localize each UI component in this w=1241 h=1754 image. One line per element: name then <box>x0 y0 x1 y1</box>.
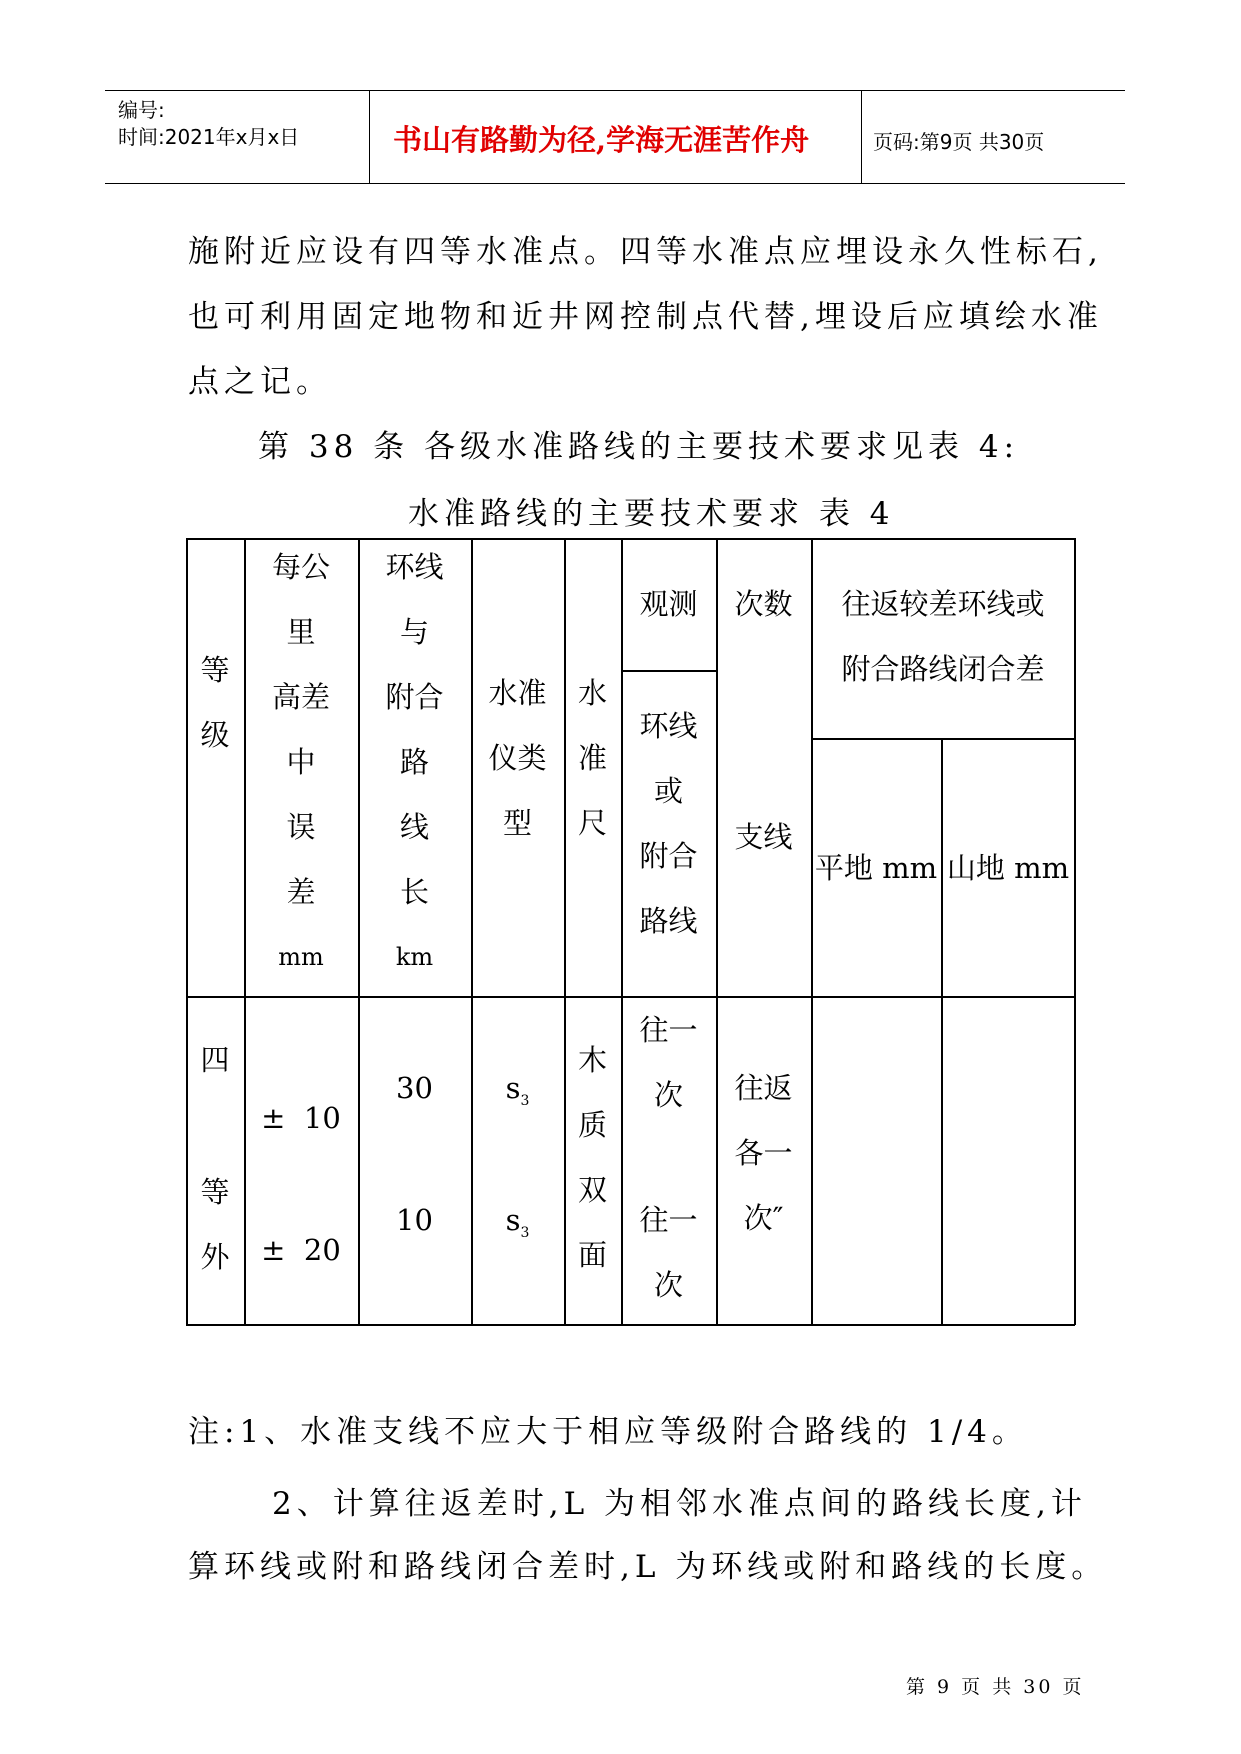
header-staff-char: 尺 <box>577 806 607 840</box>
branch-observations <box>716 1056 811 1251</box>
header-page-info: 页码:第9页 共30页 <box>873 130 1045 154</box>
header-motto: 书山有路勤为径,学海无涯苦作舟 <box>393 123 810 157</box>
header-error-part: mm <box>278 943 324 971</box>
header-instrument-type <box>471 661 564 856</box>
header-observation: 观测 <box>639 587 698 621</box>
paragraph-line: 施附近应设有四等水准点。四等水准点应埋设永久性标石, <box>188 234 1103 270</box>
length-outside: 10 <box>396 1203 433 1237</box>
header-count: 次数 <box>734 587 793 621</box>
header-loop-or-annexed <box>621 694 716 954</box>
error-fourth: ± 10 <box>261 1101 341 1135</box>
staff-char: 质 <box>577 1108 607 1142</box>
header-closure-misclosure <box>811 572 1075 702</box>
header-staff-char: 水 <box>577 676 607 710</box>
article-38: 第 38 条 各级水准路线的主要技术要求见表 4: <box>258 429 1020 465</box>
grade-outside-char: 外 <box>200 1240 230 1274</box>
paragraph-line: 点之记。 <box>188 364 332 400</box>
note-2-line: 算环线或附和路线闭合差时,L 为环线或附和路线的长度。 <box>188 1549 1108 1585</box>
header-instrument-part: 仪类 <box>488 741 547 775</box>
header-bottom-rule <box>105 183 1125 184</box>
header-error-part: 误 <box>286 810 316 844</box>
header-error-per-km <box>244 535 358 990</box>
header-error-part: 里 <box>286 615 316 649</box>
header-instrument-part: 型 <box>502 806 532 840</box>
header-loop-part: 或 <box>653 774 683 808</box>
header-error-part: 中 <box>286 745 316 779</box>
table-rule <box>811 738 1075 740</box>
loop-fourth <box>621 998 716 1128</box>
grade-outside-char: 等 <box>200 1175 230 1209</box>
table-rule <box>941 738 943 1325</box>
instrument-subscript: 3 <box>520 1092 530 1109</box>
header-length-part: km <box>395 943 434 971</box>
header-flat-mm: 平地 mm <box>814 851 938 885</box>
header-grade <box>186 638 244 768</box>
staff-char: 面 <box>577 1238 607 1272</box>
header-length-part: 路 <box>399 745 429 779</box>
header-length-part: 附合 <box>385 680 444 714</box>
loop-outside-part: 往一 <box>639 1203 698 1237</box>
length-fourth: 30 <box>396 1071 433 1105</box>
grade-fourth: 四 <box>200 1043 230 1077</box>
leveling-requirements-table <box>186 538 1075 1325</box>
error-outside: ± 20 <box>261 1233 341 1267</box>
header-route-length <box>358 535 471 990</box>
note-1: 注:1、水准支线不应大于相应等级附合路线的 1/4。 <box>188 1414 1028 1450</box>
header-grade-char: 级 <box>200 718 230 752</box>
instrument-fourth <box>471 1056 564 1134</box>
loop-outside-part: 次 <box>653 1268 683 1302</box>
header-leveling-staff <box>564 661 621 856</box>
table-caption: 水准路线的主要技术要求 表 4 <box>408 496 895 532</box>
branch-part: 次″ <box>743 1201 784 1235</box>
header-serial-label: 编号: <box>118 98 165 122</box>
header-error-part: 每公 <box>271 550 330 584</box>
header-length-part: 线 <box>399 810 429 844</box>
header-length-part: 长 <box>399 875 429 909</box>
instrument-letter: s <box>505 1071 521 1105</box>
loop-outside <box>621 1188 716 1318</box>
header-error-part: 差 <box>286 875 316 909</box>
branch-part: 往返 <box>734 1071 793 1105</box>
header-length-part: 与 <box>399 615 429 649</box>
instrument-outside <box>471 1188 564 1266</box>
header-time-label: 时间:2021年x月x日 <box>118 125 300 149</box>
table-rule <box>621 670 716 672</box>
branch-part: 各一 <box>734 1136 793 1170</box>
loop-fourth-part: 次 <box>653 1078 683 1112</box>
header-staff-char: 准 <box>577 741 607 775</box>
header-error-part: 高差 <box>271 680 330 714</box>
paragraph-line: 也可利用固定地物和近井网控制点代替,埋设后应填绘水准 <box>188 299 1103 335</box>
header-divider-right <box>861 90 862 183</box>
header-instrument-part: 水准 <box>488 676 547 710</box>
header-length-part: 环线 <box>385 550 444 584</box>
page-footer: 第 9 页 共 30 页 <box>906 1676 1085 1698</box>
staff-type <box>564 1028 621 1288</box>
header-mountain-mm: 山地 mm <box>946 851 1070 885</box>
note-2-line: 2、计算往返差时,L 为相邻水准点间的路线长度,计 <box>272 1486 1087 1522</box>
header-branch: 支线 <box>734 820 793 854</box>
header-loop-part: 路线 <box>639 904 698 938</box>
instrument-subscript: 3 <box>520 1224 530 1241</box>
staff-char: 双 <box>577 1173 607 1207</box>
staff-char: 木 <box>577 1043 607 1077</box>
loop-fourth-part: 往一 <box>639 1013 698 1047</box>
header-closure-line: 附合路线闭合差 <box>841 652 1045 686</box>
header-closure-line: 往返较差环线或 <box>841 587 1045 621</box>
grade-outside <box>186 1160 244 1290</box>
instrument-letter: s <box>505 1203 521 1237</box>
header-top-rule <box>105 90 1125 91</box>
header-loop-part: 附合 <box>639 839 698 873</box>
header-grade-char: 等 <box>200 653 230 687</box>
header-divider-left <box>369 90 370 183</box>
header-loop-part: 环线 <box>639 709 698 743</box>
